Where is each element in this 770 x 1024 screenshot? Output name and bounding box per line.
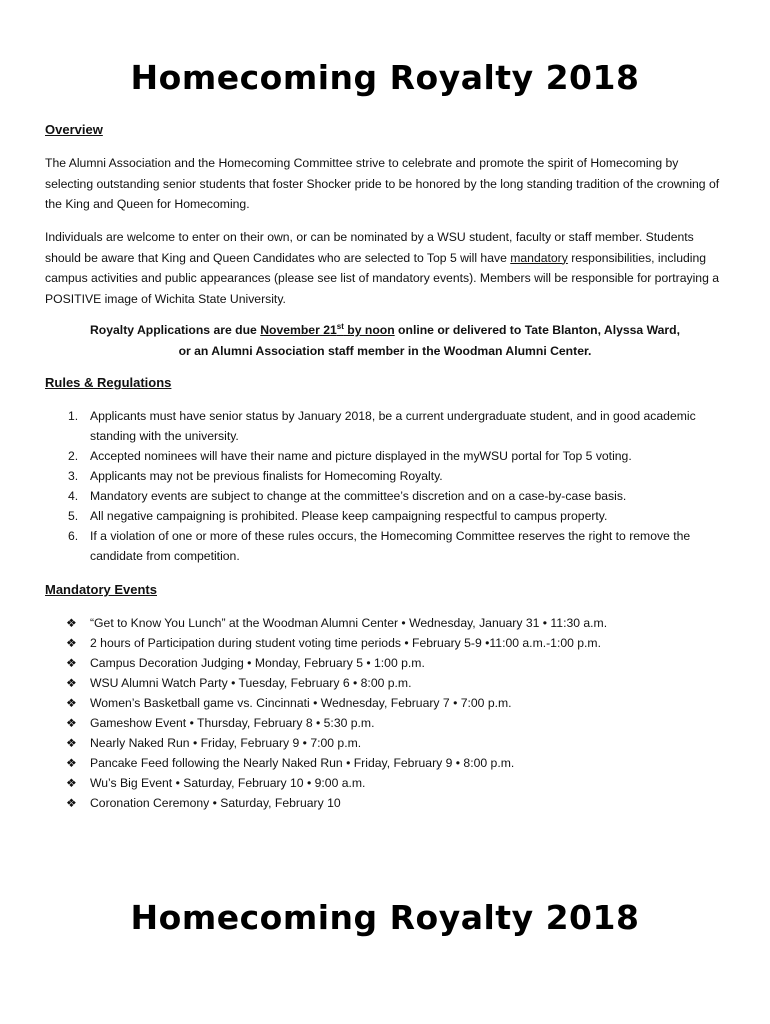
notice-date-text: November 21	[260, 323, 337, 337]
rule-item	[45, 526, 727, 566]
event-item	[45, 633, 727, 653]
page-title: Homecoming Royalty 2018	[130, 58, 640, 97]
diamond-bullet-icon: ❖	[66, 656, 77, 670]
page-title-repeat: Homecoming Royalty 2018	[130, 898, 640, 937]
rule-text: Mandatory events are subject to change at the committee’s discretion and on a case-by-case basis.	[90, 489, 627, 503]
event-text: Campus Decoration Judging • Monday, February 5 • 1:00 p.m.	[90, 656, 425, 670]
event-item	[45, 613, 727, 633]
event-item	[45, 733, 727, 753]
event-text: Wu’s Big Event • Saturday, February 10 • 9:00 a.m.	[90, 776, 366, 790]
diamond-bullet-icon: ❖	[66, 736, 77, 750]
overview-paragraph-2-text-a: Individuals are welcome to enter on their own, or can be nominated by a WSU student, faculty or staff member. Students should be aware that King and Queen Candidates who are selected to Top 5 will have	[45, 230, 694, 265]
rule-text: Applicants must have senior status by January 2018, be a current undergraduate student, and in good academic standing with the university.	[90, 409, 696, 443]
event-text: Nearly Naked Run • Friday, February 9 • 7:00 p.m.	[90, 736, 362, 750]
notice-text-a: Royalty Applications are due	[90, 323, 261, 337]
rule-number: 1.	[68, 409, 79, 423]
event-item	[45, 653, 727, 673]
overview-paragraph-1: The Alumni Association and the Homecoming Committee strive to celebrate and promote the spirit of Homecoming by selecting outstanding senior students that foster Shocker pride to be honored by the long standing tradition of the crowning of the King and Queen for Homecoming.	[45, 156, 720, 211]
diamond-bullet-icon: ❖	[66, 796, 77, 810]
rule-number: 4.	[68, 489, 79, 503]
notice-text-b: online or delivered to Tate Blanton, Alyssa Ward,	[394, 323, 680, 337]
events-list	[45, 613, 727, 813]
rules-heading: Rules & Regulations	[45, 375, 172, 390]
application-deadline-notice	[45, 320, 725, 361]
rule-text: Accepted nominees will have their name and picture displayed in the myWSU portal for Top 5 voting.	[90, 449, 632, 463]
overview-paragraph-2	[45, 227, 727, 309]
event-item	[45, 713, 727, 733]
rule-item	[45, 446, 727, 466]
rule-number: 2.	[68, 449, 79, 463]
diamond-bullet-icon: ❖	[66, 676, 77, 690]
events-heading: Mandatory Events	[45, 582, 157, 597]
event-text: Gameshow Event • Thursday, February 8 • 5:30 p.m.	[90, 716, 375, 730]
diamond-bullet-icon: ❖	[66, 616, 77, 630]
mandatory-underlined: mandatory	[510, 250, 568, 265]
event-text: WSU Alumni Watch Party • Tuesday, February 6 • 8:00 p.m.	[90, 676, 412, 690]
notice-text-c: or an Alumni Association staff member in the Woodman Alumni Center.	[178, 343, 592, 358]
rule-text: If a violation of one or more of these rules occurs, the Homecoming Committee reserves the right to remove the candidate from competition.	[90, 529, 691, 563]
notice-date	[260, 323, 394, 337]
rule-number: 3.	[68, 469, 79, 483]
rule-item	[45, 406, 727, 446]
rule-text: Applicants may not be previous finalists for Homecoming Royalty.	[90, 469, 443, 483]
rule-text: All negative campaigning is prohibited. Please keep campaigning respectful to campus property.	[90, 509, 608, 523]
event-item	[45, 673, 727, 693]
diamond-bullet-icon: ❖	[66, 696, 77, 710]
notice-date-suffix: st	[336, 321, 344, 331]
overview-paragraph-2-text-b: responsibilities, including campus activities and public appearances (please see list of mandatory events). Members will be responsible for portraying a POSITIVE image of Wichita State University.	[45, 250, 720, 306]
rule-item	[45, 466, 727, 486]
overview-heading: Overview	[45, 122, 103, 137]
event-text: Women’s Basketball game vs. Cincinnati • Wednesday, February 7 • 7:00 p.m.	[90, 696, 512, 710]
event-text: Pancake Feed following the Nearly Naked Run • Friday, February 9 • 8:00 p.m.	[90, 756, 515, 770]
diamond-bullet-icon: ❖	[66, 636, 77, 650]
rules-list	[45, 406, 727, 566]
event-item	[45, 693, 727, 713]
event-item	[45, 793, 727, 813]
diamond-bullet-icon: ❖	[66, 776, 77, 790]
rule-item	[45, 506, 727, 526]
rule-number: 5.	[68, 509, 79, 523]
event-text: 2 hours of Participation during student voting time periods • February 5-9 •11:00 a.m.-1:00 p.m.	[90, 636, 601, 650]
notice-time: by noon	[343, 323, 395, 337]
event-text: “Get to Know You Lunch” at the Woodman Alumni Center • Wednesday, January 31 • 11:30 a.m.	[90, 616, 608, 630]
diamond-bullet-icon: ❖	[66, 756, 77, 770]
diamond-bullet-icon: ❖	[66, 716, 77, 730]
event-item	[45, 773, 727, 793]
event-item	[45, 753, 727, 773]
rule-item	[45, 486, 727, 506]
rule-number: 6.	[68, 529, 79, 543]
event-text: Coronation Ceremony • Saturday, February 10	[90, 796, 341, 810]
